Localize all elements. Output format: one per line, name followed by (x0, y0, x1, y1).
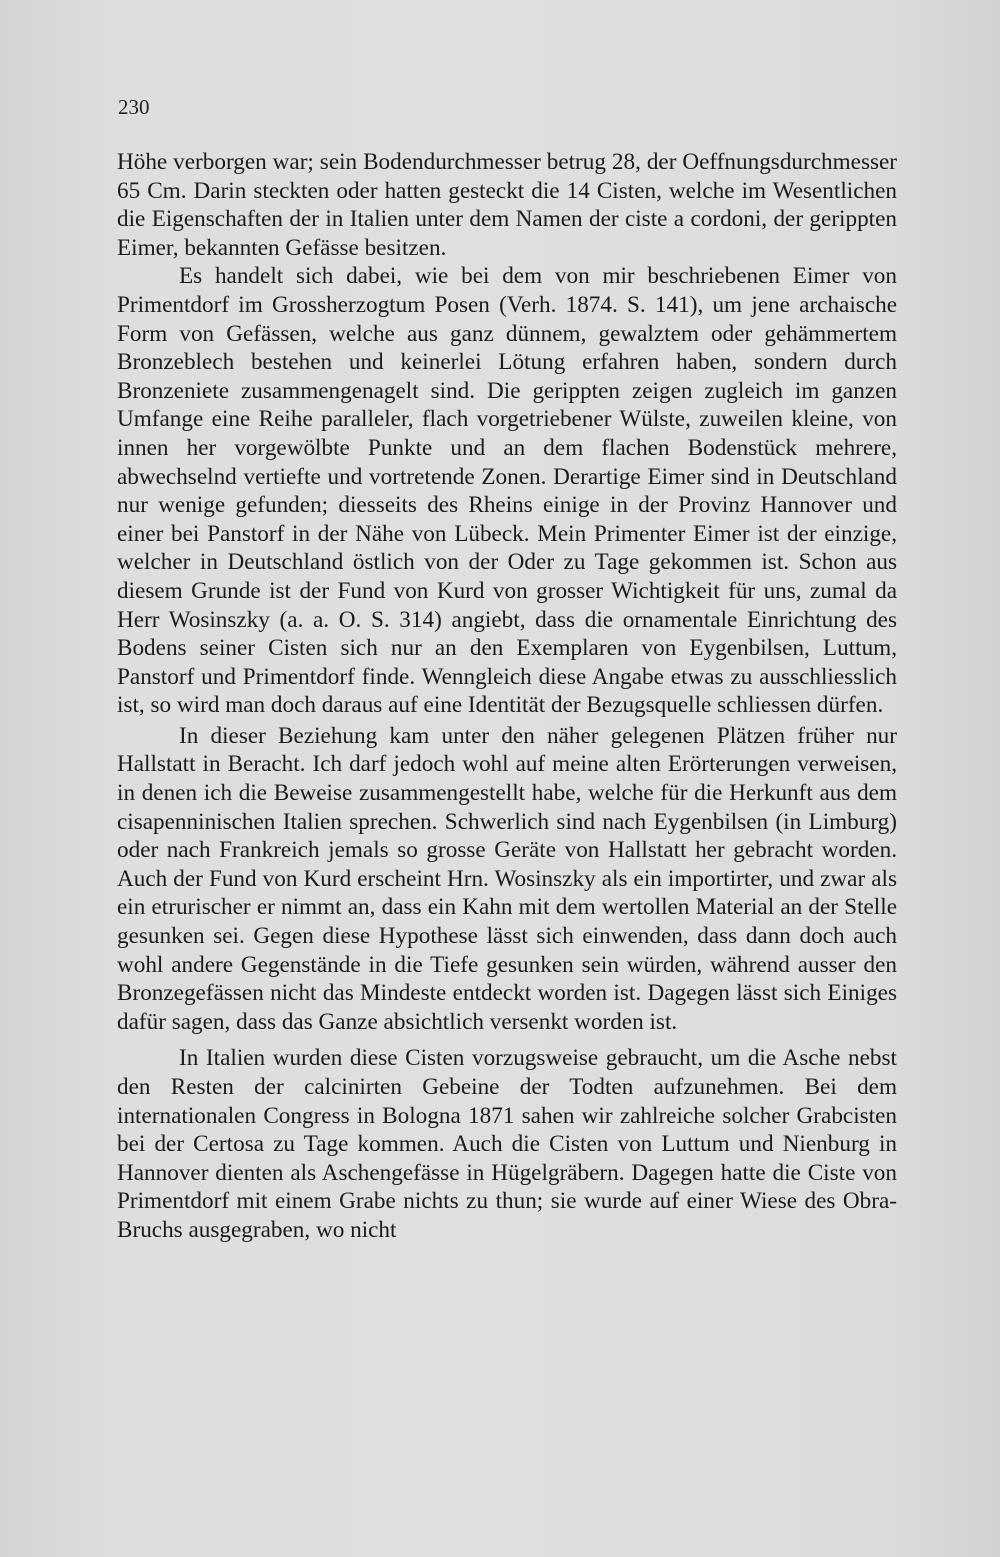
paragraph-1: Höhe verborgen war; sein Bodendurchmesser betrug 28, der Oeffnungsdurchmesser 65 Cm. Darin steckten oder hatten gesteckt die 14 Cisten, welche im Wesentlichen die Eigenschaften der in Italien unter dem Namen der ciste a cordoni, der gerippten Eimer, bekannten Gefässe besitzen. (117, 149, 897, 261)
paragraph-2: Es handelt sich dabei, wie bei dem von mir beschriebenen Eimer von Primentdorf im Grossherzogtum Posen (Verh. 1874. S. 141), um jene archaische Form von Gefässen, welche aus ganz dünnem, gewalztem oder gehämmertem Bronzeblech bestehen und keinerlei Lötung erfahren haben, sondern durch Bronzeniete zusammengenagelt sind. Die gerippten zeigen zugleich im ganzen Umfange eine Reihe paralleler, flach vorgetriebener Wülste, zuweilen kleine, von innen her vorgewölbte Punkte und an dem flachen Bodenstück mehrere, abwechselnd vertiefte und vortretende Zonen. Derartige Eimer sind in Deutschland nur wenige gefunden; diesseits des Rheins einige in der Provinz Hannover und einer bei Panstorf in der Nähe von Lübeck. Mein Primenter Eimer ist der einzige, welcher in Deutschland östlich von der Oder zu Tage gekommen ist. Schon aus diesem Grunde ist der Fund von Kurd von grosser Wichtigkeit für uns, zumal da Herr Wosinszky (a. a. O. S. 314) angiebt, dass die ornamentale Einrichtung des Bodens seiner Cisten sich nur an den Exemplaren von Eygenbilsen, Luttum, Panstorf und Primentdorf finde. Wenngleich diese Angabe etwas zu ausschliesslich ist, so wird man doch daraus auf eine Identität der Bezugsquelle schliessen dürfen. (117, 263, 897, 719)
body-text (117, 148, 897, 1245)
page-number: 230 (118, 95, 150, 119)
paragraph-4: In Italien wurden diese Cisten vorzugsweise gebraucht, um die Asche nebst den Resten der calcinirten Gebeine der Todten aufzunehmen. Bei dem internationalen Congress in Bologna 1871 sahen wir zahlreiche solcher Grabcisten bei der Certosa zu Tage kommen. Auch die Cisten von Luttum und Nienburg in Hannover dienten als Aschengefässe in Hügelgräbern. Dagegen hatte die Ciste von Primentdorf mit einem Grabe nichts zu thun; sie wurde auf einer Wiese des Obra-Bruchs ausgegraben, wo nicht (117, 1045, 897, 1243)
paragraph-3: In dieser Beziehung kam unter den näher gelegenen Plätzen früher nur Hallstatt in Beracht. Ich darf jedoch wohl auf meine alten Erörterungen verweisen, in denen ich die Beweise zusammengestellt habe, welche für die Herkunft aus dem cisapenninischen Italien sprechen. Schwerlich sind nach Eygenbilsen (in Limburg) oder nach Frankreich jemals so grosse Geräte von Hallstatt her gebracht worden. Auch der Fund von Kurd erscheint Hrn. Wosinszky als ein importirter, und zwar als ein etrurischer er nimmt an, dass ein Kahn mit dem wertollen Material an der Stelle gesunken sei. Gegen diese Hypothese lässt sich einwenden, dass dann doch auch wohl andere Gegenstände in die Tiefe gesunken sein würden, während ausser den Bronzegefässen nicht das Mindeste entdeckt worden ist. Dagegen lässt sich Einiges dafür sagen, dass das Ganze absichtlich versenkt worden ist. (117, 722, 897, 1035)
